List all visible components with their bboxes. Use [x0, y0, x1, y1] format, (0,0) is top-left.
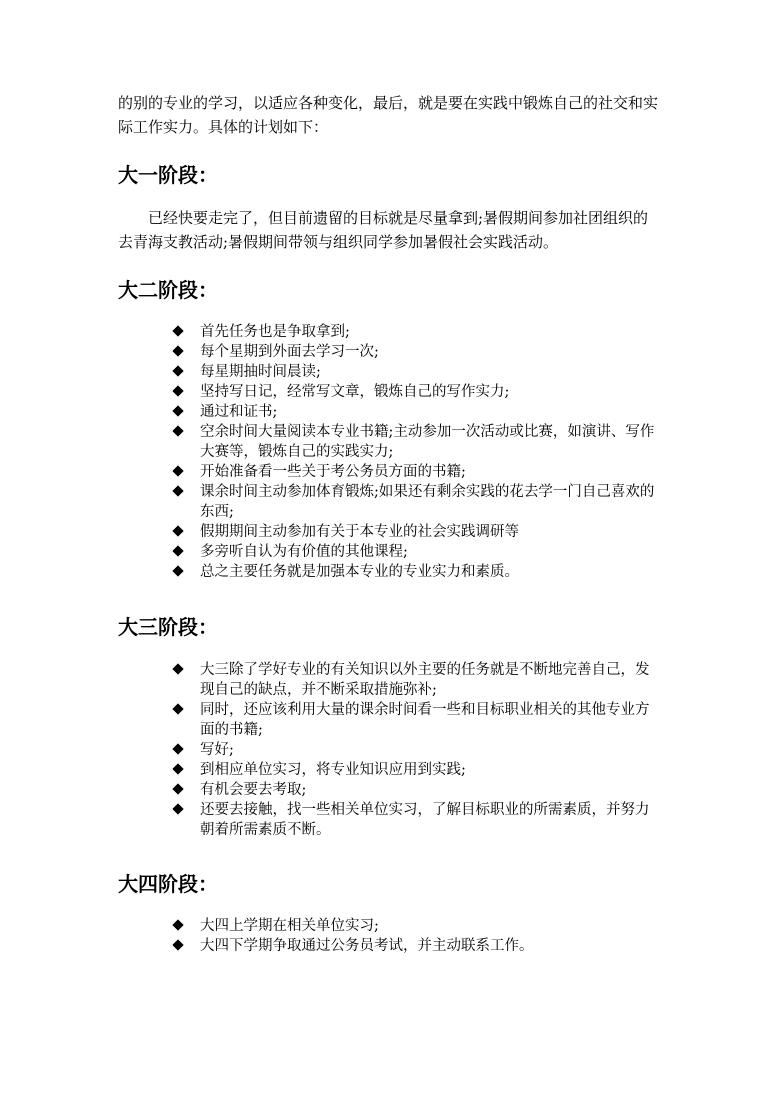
- diamond-bullet-icon: [172, 425, 183, 436]
- year2-list: [172, 322, 662, 582]
- list-item: [172, 542, 662, 562]
- diamond-bullet-icon: [172, 385, 183, 396]
- list-item-text: 大四上学期在相关单位实习;: [200, 918, 379, 934]
- list-item-text: 开始准备看一些关于考公务员方面的书籍;: [200, 464, 466, 480]
- list-item-text: 课余时间主动参加体育锻炼;如果还有剩余实践的花去学一门自己喜欢的东西;: [200, 484, 655, 520]
- diamond-bullet-icon: [172, 545, 183, 556]
- list-item: [172, 422, 662, 462]
- diamond-bullet-icon: [172, 405, 183, 416]
- year4-heading: 大四阶段：: [118, 872, 218, 896]
- diamond-bullet-icon: [172, 783, 183, 794]
- list-item-text: 空余时间大量阅读本专业书籍;主动参加一次活动或比赛，如演讲、写作大赛等，锻炼自己的实践实力;: [200, 424, 655, 460]
- list-item: [172, 462, 662, 482]
- list-item-text: 写好;: [200, 742, 234, 758]
- list-item: [172, 660, 662, 700]
- diamond-bullet-icon: [172, 465, 183, 476]
- list-item-text: 多旁听自认为有价值的其他课程;: [200, 544, 408, 560]
- list-item: [172, 522, 662, 542]
- list-item: [172, 402, 662, 422]
- year1-paragraph: 已经快要走完了，但目前遗留的目标就是尽量拿到;暑假期间参加社团组织的去青海支教活动;暑假期间带领与组织同学参加暑假社会实践活动。: [118, 209, 649, 251]
- diamond-bullet-icon: [172, 365, 183, 376]
- list-item-text: 通过和证书;: [200, 404, 278, 420]
- list-item: [172, 700, 662, 740]
- year2-heading: 大二阶段：: [118, 278, 218, 302]
- list-item: [172, 800, 662, 840]
- list-item: [172, 382, 662, 402]
- list-item: [172, 760, 662, 780]
- list-item: [172, 562, 662, 582]
- intro-paragraph: 的别的专业的学习，以适应各种变化，最后，就是要在实践中锻炼自己的社交和实际工作实力。具体的计划如下：: [118, 94, 659, 136]
- list-item-text: 大三除了学好专业的有关知识以外主要的任务就是不断地完善自己，发现自己的缺点，并不断采取措施弥补;: [200, 662, 650, 698]
- year3-list: [172, 660, 662, 840]
- list-item-text: 到相应单位实习，将专业知识应用到实践;: [200, 762, 466, 778]
- list-item-text: 坚持写日记，经常写文章，锻炼自己的写作实力;: [200, 384, 510, 400]
- list-item: [172, 482, 662, 522]
- list-item: [172, 936, 662, 956]
- diamond-bullet-icon: [172, 325, 183, 336]
- list-item: [172, 342, 662, 362]
- year3-heading: 大三阶段：: [118, 615, 218, 639]
- list-item-text: 大四下学期争取通过公务员考试，并主动联系工作。: [200, 938, 534, 954]
- list-item-text: 假期期间主动参加有关于本专业的社会实践调研等: [200, 524, 519, 540]
- list-item: [172, 740, 662, 760]
- diamond-bullet-icon: [172, 663, 183, 674]
- diamond-bullet-icon: [172, 803, 183, 814]
- diamond-bullet-icon: [172, 763, 183, 774]
- diamond-bullet-icon: [172, 485, 183, 496]
- list-item-text: 每个星期到外面去学习一次;: [200, 344, 379, 360]
- year1-heading: 大一阶段：: [118, 163, 218, 187]
- diamond-bullet-icon: [172, 565, 183, 576]
- list-item-text: 总之主要任务就是加强本专业的专业实力和素质。: [200, 564, 519, 580]
- list-item-text: 有机会要去考取;: [200, 782, 307, 798]
- list-item-text: 还要去接触，找一些相关单位实习，了解目标职业的所需素质，并努力朝着所需素质不断。: [200, 802, 650, 838]
- diamond-bullet-icon: [172, 743, 183, 754]
- diamond-bullet-icon: [172, 703, 183, 714]
- list-item: [172, 780, 662, 800]
- list-item-text: 首先任务也是争取拿到;: [200, 324, 350, 340]
- diamond-bullet-icon: [172, 345, 183, 356]
- list-item-text: 每星期抽时间晨读;: [200, 364, 321, 380]
- diamond-bullet-icon: [172, 525, 183, 536]
- diamond-bullet-icon: [172, 939, 183, 950]
- list-item: [172, 916, 662, 936]
- list-item-text: 同时，还应该利用大量的课余时间看一些和目标职业相关的其他专业方面的书籍;: [200, 702, 650, 738]
- list-item: [172, 362, 662, 382]
- diamond-bullet-icon: [172, 919, 183, 930]
- year4-list: [172, 916, 662, 956]
- list-item: [172, 322, 662, 342]
